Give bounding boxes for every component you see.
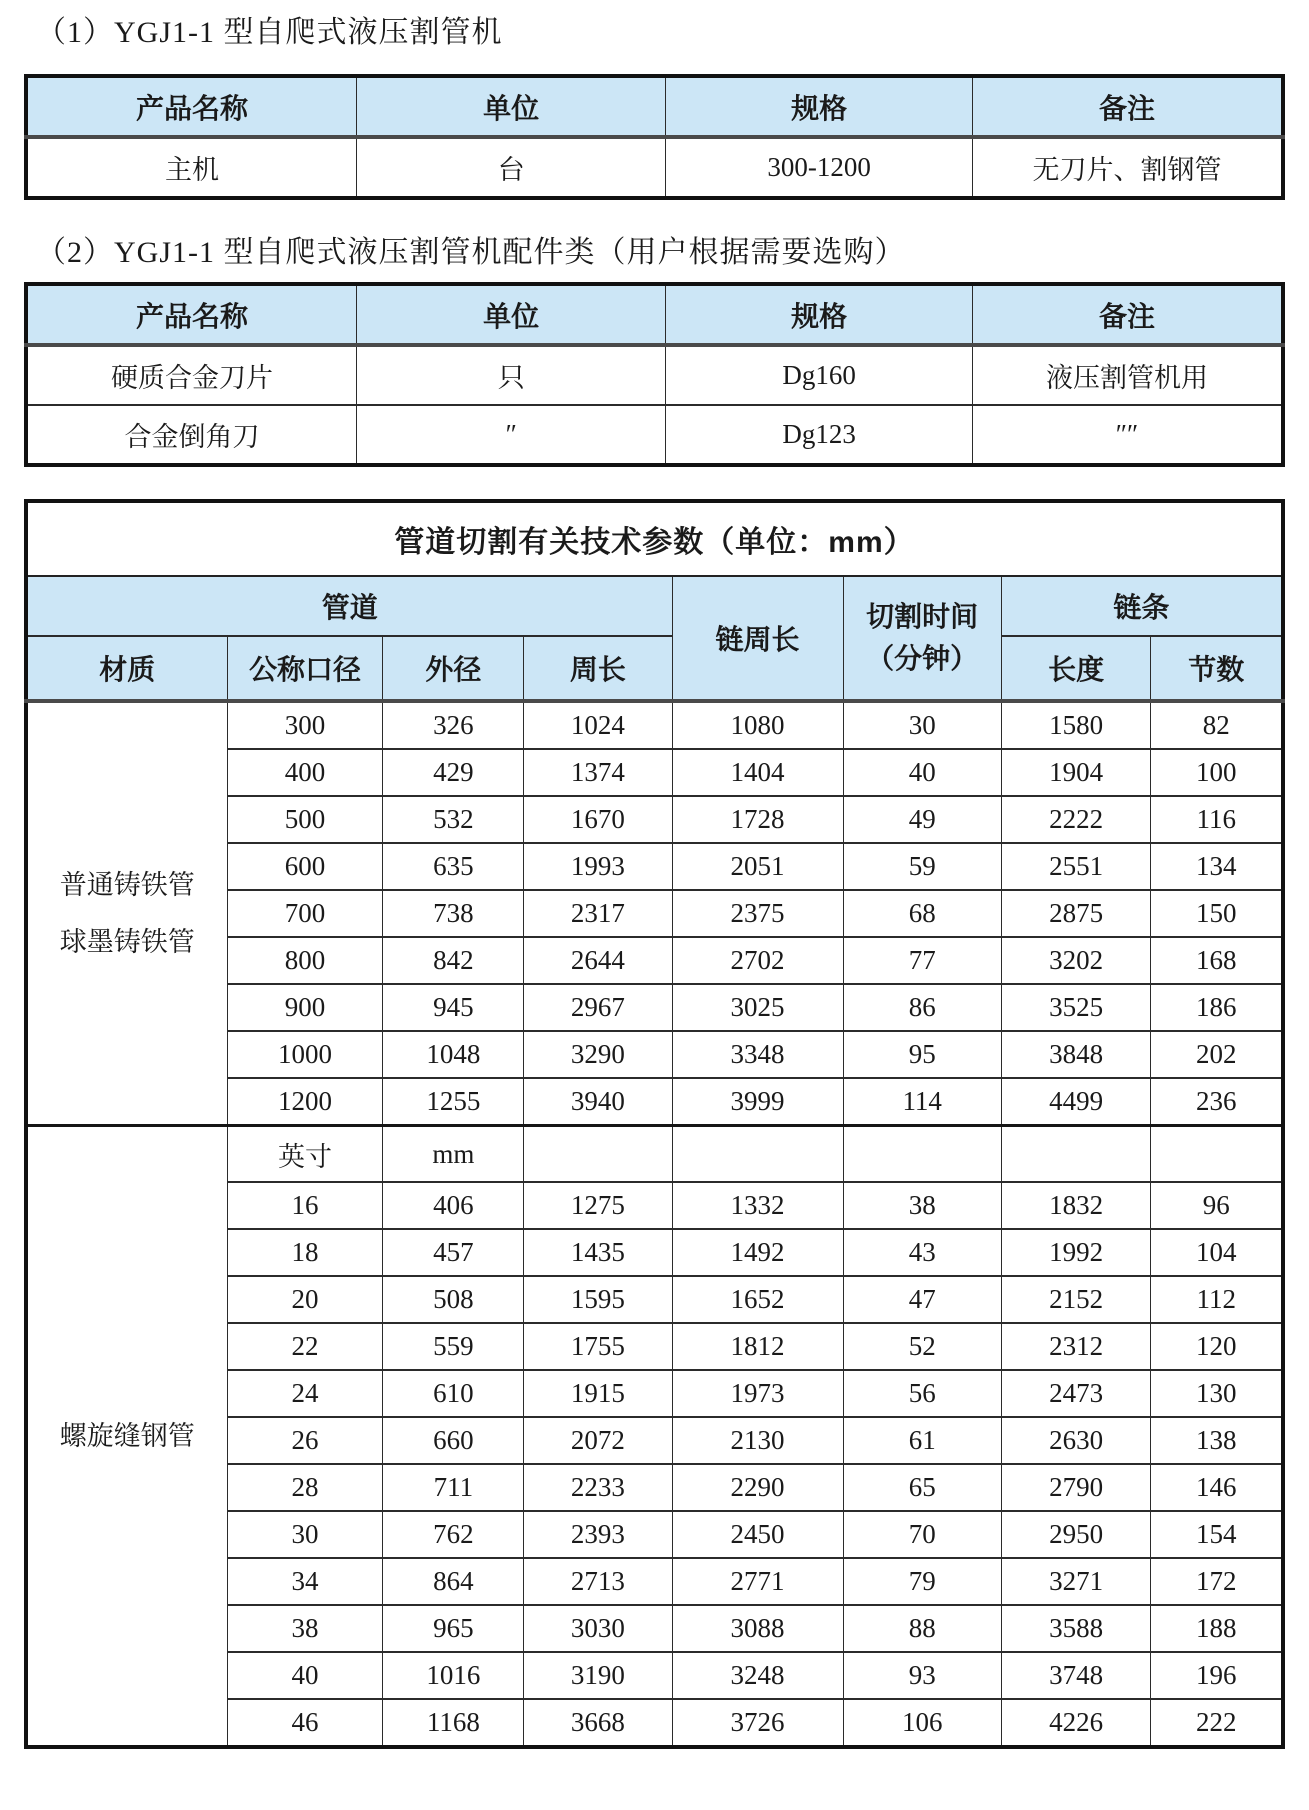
column-header-nominal-diameter: 公称口径	[227, 636, 383, 701]
table-cell: 38	[843, 1182, 1001, 1229]
table-cell: 800	[227, 937, 383, 984]
table-cell: 18	[227, 1229, 383, 1276]
table-cell: 610	[383, 1370, 524, 1417]
table-cell: 3190	[524, 1652, 672, 1699]
table-title: 管道切割有关技术参数（单位：mm）	[26, 501, 1283, 576]
product-table-accessories	[24, 282, 1285, 467]
table-header-row	[26, 76, 1283, 137]
column-header-circumference: 周长	[524, 636, 672, 701]
table-cell: 2967	[524, 984, 672, 1031]
table-cell: 1404	[672, 749, 843, 796]
table-cell: 52	[843, 1323, 1001, 1370]
column-header-product-name: 产品名称	[26, 76, 357, 137]
table-cell: 1048	[383, 1031, 524, 1078]
table-cell: 2393	[524, 1511, 672, 1558]
table-cell: 3668	[524, 1699, 672, 1747]
table-cell: 1915	[524, 1370, 672, 1417]
table-cell: 88	[843, 1605, 1001, 1652]
table-cell: 2644	[524, 937, 672, 984]
column-header-outer-diameter: 外径	[383, 636, 524, 701]
table-cell: 3348	[672, 1031, 843, 1078]
table-cell: 2312	[1001, 1323, 1151, 1370]
table-cell: 2950	[1001, 1511, 1151, 1558]
table-cell: 无刀片、割钢管	[973, 137, 1284, 198]
table-cell: 134	[1151, 843, 1283, 890]
table-cell: 196	[1151, 1652, 1283, 1699]
cutting-time-line-1: 切割时间	[866, 600, 979, 632]
table-cell: 95	[843, 1031, 1001, 1078]
table-cell: 406	[383, 1182, 524, 1229]
column-header-chain-length: 长度	[1001, 636, 1151, 701]
table-cell: 1492	[672, 1229, 843, 1276]
table-cell: 英寸	[227, 1126, 383, 1183]
table-cell: 104	[1151, 1229, 1283, 1276]
material-cell	[26, 1126, 227, 1748]
table-cell: 硬质合金刀片	[26, 345, 357, 405]
table-cell: 68	[843, 890, 1001, 937]
table-cell: 43	[843, 1229, 1001, 1276]
table-cell: 4499	[1001, 1078, 1151, 1126]
material-line: 球墨铸铁管	[59, 926, 195, 957]
table-cell: 3999	[672, 1078, 843, 1126]
table-cell: 186	[1151, 984, 1283, 1031]
table-cell: 2130	[672, 1417, 843, 1464]
table-cell: 3271	[1001, 1558, 1151, 1605]
table-cell: 77	[843, 937, 1001, 984]
table-cell: 20	[227, 1276, 383, 1323]
table-cell: 3248	[672, 1652, 843, 1699]
table-cell: 47	[843, 1276, 1001, 1323]
table-cell: 2152	[1001, 1276, 1151, 1323]
table-cell: 222	[1151, 1699, 1283, 1747]
table-cell: 只	[357, 345, 666, 405]
tech-params-table	[24, 499, 1285, 1749]
table-cell: 1595	[524, 1276, 672, 1323]
table-cell: 2771	[672, 1558, 843, 1605]
table-cell: 2375	[672, 890, 843, 937]
material-line: 普通铸铁管	[59, 870, 195, 901]
table-cell: 1080	[672, 701, 843, 749]
table-cell: 2702	[672, 937, 843, 984]
table-cell: Dg123	[666, 405, 973, 465]
table-cell: mm	[383, 1126, 524, 1183]
table-cell: 2630	[1001, 1417, 1151, 1464]
table-cell: 1973	[672, 1370, 843, 1417]
table-cell: 38	[227, 1605, 383, 1652]
table-cell: 635	[383, 843, 524, 890]
table-cell: 1993	[524, 843, 672, 890]
table-cell: 70	[843, 1511, 1001, 1558]
table-cell: 49	[843, 796, 1001, 843]
table-cell: 1000	[227, 1031, 383, 1078]
table-cell: 945	[383, 984, 524, 1031]
table-cell: 130	[1151, 1370, 1283, 1417]
table-cell: 236	[1151, 1078, 1283, 1126]
table-cell: 1904	[1001, 749, 1151, 796]
table-title-row	[26, 501, 1283, 576]
table-cell: 3525	[1001, 984, 1151, 1031]
table-cell: 700	[227, 890, 383, 937]
column-group-pipe: 管道	[26, 576, 672, 636]
table-cell: 3088	[672, 1605, 843, 1652]
material-cell	[26, 701, 227, 1126]
table-cell: 1016	[383, 1652, 524, 1699]
column-header-product-name: 产品名称	[26, 284, 357, 345]
table-cell: 2317	[524, 890, 672, 937]
product-table-main-unit	[24, 74, 1285, 200]
table-cell: 1992	[1001, 1229, 1151, 1276]
table-cell: 93	[843, 1652, 1001, 1699]
table-row	[26, 1126, 1283, 1183]
cutting-time-line-2: （分钟）	[866, 643, 979, 674]
table-cell: 96	[1151, 1182, 1283, 1229]
table-cell: 2713	[524, 1558, 672, 1605]
table-cell: 3202	[1001, 937, 1151, 984]
table-cell: 3848	[1001, 1031, 1151, 1078]
table-cell: 1832	[1001, 1182, 1151, 1229]
table-cell: 1728	[672, 796, 843, 843]
table-cell: 150	[1151, 890, 1283, 937]
table-cell: 1652	[672, 1276, 843, 1323]
table-cell: 106	[843, 1699, 1001, 1747]
table-cell: 100	[1151, 749, 1283, 796]
column-header-link-count: 节数	[1151, 636, 1283, 701]
table-cell: 300	[227, 701, 383, 749]
table-cell: 154	[1151, 1511, 1283, 1558]
table-cell: 主机	[26, 137, 357, 198]
table-cell: 2051	[672, 843, 843, 890]
table-cell: 508	[383, 1276, 524, 1323]
table-cell: 2222	[1001, 796, 1151, 843]
table-row	[26, 345, 1283, 405]
table-cell: 762	[383, 1511, 524, 1558]
table-cell: 842	[383, 937, 524, 984]
table-cell: 2551	[1001, 843, 1151, 890]
table-cell: 1275	[524, 1182, 672, 1229]
table-cell: 82	[1151, 701, 1283, 749]
table-cell: 30	[843, 701, 1001, 749]
section-2-heading: （2）YGJ1-1 型自爬式液压割管机配件类（用户根据需要选购）	[36, 236, 906, 269]
table-cell: 500	[227, 796, 383, 843]
table-cell: 3290	[524, 1031, 672, 1078]
table-cell: 56	[843, 1370, 1001, 1417]
table-cell: 22	[227, 1323, 383, 1370]
table-cell: 3940	[524, 1078, 672, 1126]
table-cell: 2233	[524, 1464, 672, 1511]
table-cell	[843, 1126, 1001, 1183]
table-cell: 1374	[524, 749, 672, 796]
table-cell: 326	[383, 701, 524, 749]
table-row	[26, 701, 1283, 749]
table-cell: 34	[227, 1558, 383, 1605]
table-cell: 1580	[1001, 701, 1151, 749]
catalog-page	[0, 14, 1309, 1810]
table-cell: 液压割管机用	[973, 345, 1284, 405]
table-cell: 429	[383, 749, 524, 796]
table-cell: 1255	[383, 1078, 524, 1126]
table-cell: 79	[843, 1558, 1001, 1605]
table-header-row	[26, 284, 1283, 345]
table-header-row-2	[26, 636, 1283, 701]
table-cell: 168	[1151, 937, 1283, 984]
column-header-material: 材质	[26, 636, 227, 701]
table-cell: 1812	[672, 1323, 843, 1370]
table-cell: 3025	[672, 984, 843, 1031]
table-cell: 2290	[672, 1464, 843, 1511]
column-group-chain: 链条	[1001, 576, 1283, 636]
table-cell: 3030	[524, 1605, 672, 1652]
table-cell	[1001, 1126, 1151, 1183]
table-cell: 900	[227, 984, 383, 1031]
table-cell: 116	[1151, 796, 1283, 843]
table-cell: 3588	[1001, 1605, 1151, 1652]
table-cell: 1024	[524, 701, 672, 749]
table-cell: 600	[227, 843, 383, 890]
table-cell: 138	[1151, 1417, 1283, 1464]
table-cell	[524, 1126, 672, 1183]
table-header-row-1	[26, 576, 1283, 636]
column-header-remark: 备注	[973, 284, 1284, 345]
column-header-spec: 规格	[666, 76, 973, 137]
table-cell: 965	[383, 1605, 524, 1652]
table-cell: 3726	[672, 1699, 843, 1747]
table-cell: 40	[843, 749, 1001, 796]
table-cell: ″	[357, 405, 666, 465]
table-cell: 2473	[1001, 1370, 1151, 1417]
table-cell: 28	[227, 1464, 383, 1511]
table-cell: 864	[383, 1558, 524, 1605]
table-cell: 86	[843, 984, 1001, 1031]
table-cell: 660	[383, 1417, 524, 1464]
table-cell: ″″	[973, 405, 1284, 465]
table-cell: 300-1200	[666, 137, 973, 198]
table-cell: 30	[227, 1511, 383, 1558]
table-cell: 738	[383, 890, 524, 937]
table-cell: 26	[227, 1417, 383, 1464]
table-cell: 2072	[524, 1417, 672, 1464]
table-cell: 1168	[383, 1699, 524, 1747]
table-cell: 合金倒角刀	[26, 405, 357, 465]
table-cell: 1435	[524, 1229, 672, 1276]
column-header-remark: 备注	[973, 76, 1284, 137]
table-cell: 457	[383, 1229, 524, 1276]
table-cell: 202	[1151, 1031, 1283, 1078]
section-1-heading: （1）YGJ1-1 型自爬式液压割管机	[36, 16, 503, 49]
table-cell: 2790	[1001, 1464, 1151, 1511]
table-cell: 2875	[1001, 890, 1151, 937]
table-cell	[672, 1126, 843, 1183]
table-cell: 112	[1151, 1276, 1283, 1323]
table-cell: Dg160	[666, 345, 973, 405]
table-cell: 1670	[524, 796, 672, 843]
column-header-unit: 单位	[357, 76, 666, 137]
column-header-unit: 单位	[357, 284, 666, 345]
table-cell	[1151, 1126, 1283, 1183]
table-cell: 24	[227, 1370, 383, 1417]
table-cell: 台	[357, 137, 666, 198]
table-cell: 65	[843, 1464, 1001, 1511]
table-cell: 172	[1151, 1558, 1283, 1605]
table-cell: 4226	[1001, 1699, 1151, 1747]
table-cell: 114	[843, 1078, 1001, 1126]
table-cell: 400	[227, 749, 383, 796]
table-cell: 2450	[672, 1511, 843, 1558]
table-cell: 559	[383, 1323, 524, 1370]
table-cell: 146	[1151, 1464, 1283, 1511]
column-header-chain-perimeter: 链周长	[672, 576, 843, 701]
table-cell: 16	[227, 1182, 383, 1229]
table-cell: 61	[843, 1417, 1001, 1464]
table-cell: 1755	[524, 1323, 672, 1370]
table-row	[26, 405, 1283, 465]
table-cell: 1332	[672, 1182, 843, 1229]
table-cell: 120	[1151, 1323, 1283, 1370]
column-header-cutting-time	[843, 576, 1001, 701]
column-header-spec: 规格	[666, 284, 973, 345]
tech-table-body	[26, 701, 1283, 1747]
table-cell: 532	[383, 796, 524, 843]
table-row	[26, 137, 1283, 198]
table-cell: 188	[1151, 1605, 1283, 1652]
table-cell: 1200	[227, 1078, 383, 1126]
table-cell: 59	[843, 843, 1001, 890]
table-cell: 3748	[1001, 1652, 1151, 1699]
table-cell: 46	[227, 1699, 383, 1747]
table-cell: 711	[383, 1464, 524, 1511]
material-line: 螺旋缝钢管	[59, 1420, 195, 1451]
table-cell: 40	[227, 1652, 383, 1699]
